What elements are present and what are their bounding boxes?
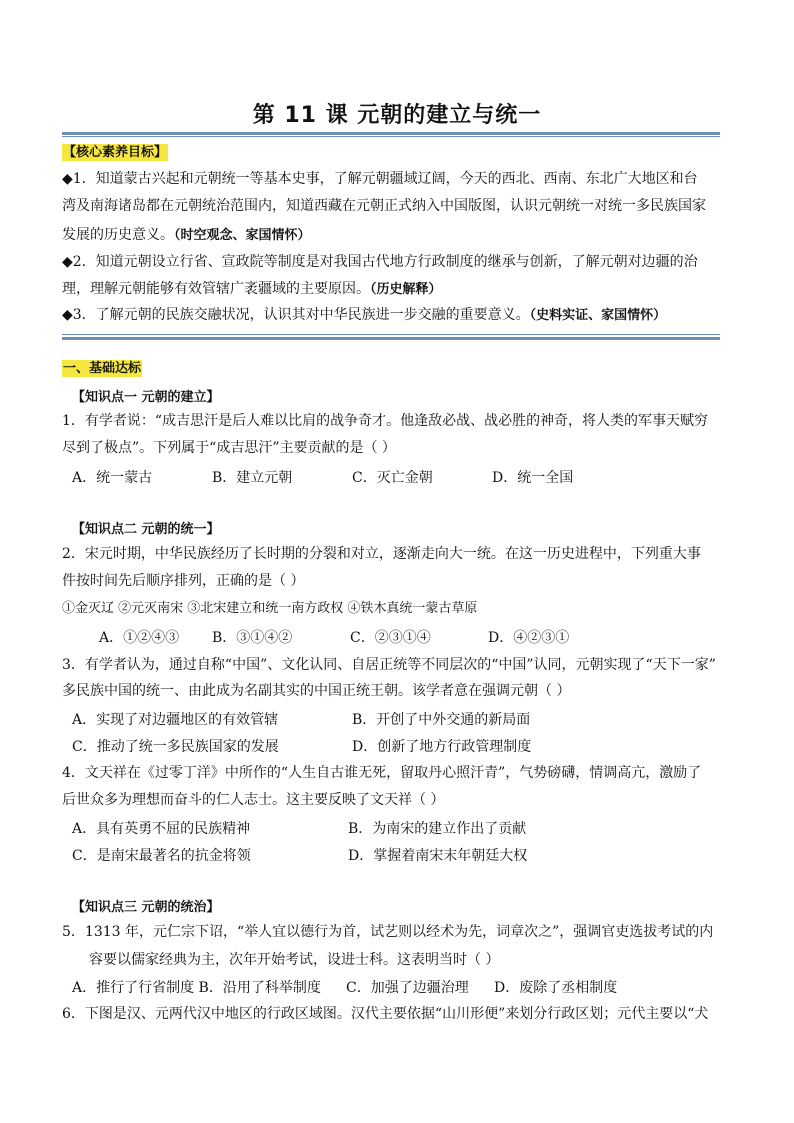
knowledge-point-heading: 【知识点二 元朝的统一】 [72, 522, 220, 537]
question-line: 5．1313 年，元仁宗下诏，“举人宜以德行为首，试艺则以经术为先，词章次之”，强调官吏选拔考试的内 [62, 924, 714, 940]
competency-tag: （历史解释） [370, 282, 442, 297]
goal-line: 发展的历史意义。（时空观念、家国情怀） [62, 227, 311, 243]
option-c: C．加强了边疆治理 [346, 980, 469, 996]
question-line: 2．宋元时期，中华民族经历了长时期的分裂和对立，逐渐走向大一统。在这一历史进程中，下列重大事 [62, 546, 701, 562]
option-d: D．掌握着南宋末年朝廷大权 [348, 848, 528, 864]
option-c: C．灭亡金朝 [352, 470, 433, 486]
question-line: 件按时间先后顺序排列，正确的是（ ） [62, 573, 305, 589]
option-b: B．为南宋的建立作出了贡献 [348, 821, 527, 837]
core-goals-heading: 【核心素养目标】 [63, 145, 168, 160]
page-title: 第 11 课 元朝的建立与统一 [252, 103, 542, 128]
question-line: 3．有学者认为，通过自称“中国”、文化认同、自居正统等不同层次的“中国”认同，元朝实现了“天下一家” [62, 657, 716, 673]
option-c: C．推动了统一多民族国家的发展 [72, 739, 279, 755]
core-goals-heading-row [62, 142, 732, 163]
option-d: D．创新了地方行政管理制度 [352, 739, 532, 755]
question-line: ①金灭辽 ②元灭南宋 ③北宋建立和统一南方政权 ④铁木真统一蒙古草原 [62, 601, 478, 616]
option-a-b: A．推行了行省制度 B．沿用了科举制度 [72, 980, 321, 996]
question-line: 1．有学者说：“成吉思汗是后人难以比肩的战争奇才。他逢敌必战、战必胜的神奇，将人类的军事天赋穷 [62, 413, 709, 429]
question-line: 容要以儒家经典为主，次年开始考试，设进士科。这表明当时（ ） [89, 952, 500, 968]
option-c: C．②③①④ [350, 630, 431, 646]
option-b: B．开创了中外交通的新局面 [352, 712, 531, 728]
divider-top-thin [62, 136, 720, 137]
knowledge-point-heading: 【知识点一 元朝的建立】 [72, 390, 220, 405]
question-line: 6．下图是汉、元两代汉中地区的行政区域图。汉代主要依据“山川形便”来划分行政区划；元代主要以“犬 [62, 1006, 709, 1022]
option-d: D．废除了丞相制度 [494, 980, 618, 996]
section-heading-row [62, 358, 732, 379]
goal-line: ◆2．知道元朝设立行省、宣政院等制度是对我国古代地方行政制度的继承与创新，了解元朝对边疆的治 [62, 254, 698, 270]
option-a: A．统一蒙古 [72, 470, 153, 486]
option-b: B．③①④② [212, 630, 293, 646]
divider-bottom [62, 337, 720, 340]
option-a: A．具有英勇不屈的民族精神 [72, 821, 251, 837]
knowledge-point-heading: 【知识点三 元朝的统治】 [72, 900, 220, 915]
option-d: D．统一全国 [492, 470, 574, 486]
competency-tag: （史料实证、家国情怀） [529, 308, 667, 323]
option-a: A．①②④③ [99, 630, 180, 646]
option-c: C．是南宋最著名的抗金将领 [72, 848, 251, 864]
option-b: B．建立元朝 [212, 470, 293, 486]
section-heading: 一、基础达标 [63, 361, 142, 376]
goal-line: ◆1．知道蒙古兴起和元朝统一等基本史事，了解元朝疆域辽阔，今天的西北、西南、东北广大地区和台 [62, 171, 698, 187]
question-line: 4．文天祥在《过零丁洋》中所作的“人生自古谁无死，留取丹心照汗青”，气势磅礴，情调高亢，激励了 [62, 765, 702, 781]
question-line: 后世众多为理想而奋斗的仁人志士。这主要反映了文天祥（ ） [62, 792, 445, 808]
competency-tag: （时空观念、家国情怀） [174, 228, 311, 243]
goal-line: 理，理解元朝能够有效管辖广袤疆域的主要原因。（历史解释） [62, 281, 442, 297]
goal-line: 湾及南海诸岛都在元朝统治范围内，知道西藏在元朝正式纳入中国版图，认识元朝统一对统一多民族国家 [62, 198, 706, 214]
divider-bottom-thin [62, 334, 720, 335]
question-line: 多民族中国的统一、由此成为名副其实的中国正统王朝。该学者意在强调元朝（ ） [62, 683, 571, 699]
divider-top [62, 132, 720, 135]
option-a: A．实现了对边疆地区的有效管辖 [72, 712, 279, 728]
option-d: D．④②③① [488, 630, 570, 646]
question-line: 尽到了极点”。下列属于“成吉思汗”主要贡献的是（ ） [62, 440, 396, 456]
goal-line: ◆3．了解元朝的民族交融状况，认识其对中华民族进一步交融的重要意义。（史料实证、家国情怀） [62, 307, 667, 323]
